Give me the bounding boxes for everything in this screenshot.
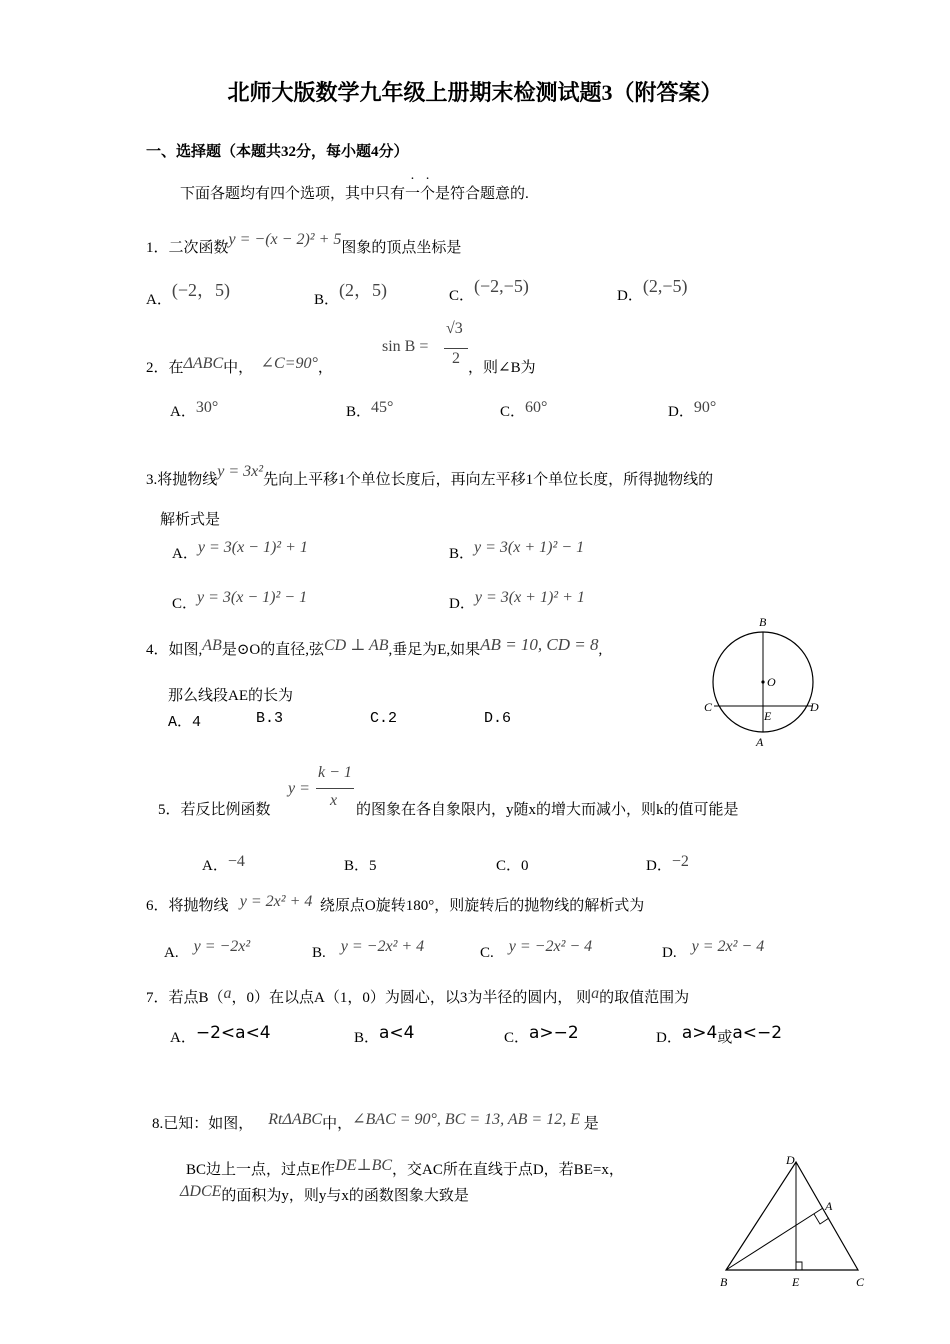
q6-option-a[interactable]: A. y = −2x² xyxy=(164,938,251,961)
question-6: 6．将抛物线 y = 2x² + 4 绕原点O旋转180°，则旋转后的抛物线的解析式为 xyxy=(146,893,645,914)
label-c: C xyxy=(856,1275,865,1289)
q5-tail: 的图象在各自象限内，y随x的增大而减小，则k的值可能是 xyxy=(356,802,739,818)
q8-line2: BC边上一点，过点E作DE⊥BC，交AC所在直线于点D，若BE=x， xyxy=(186,1157,624,1178)
label-d: D xyxy=(786,1153,795,1167)
q2-option-b[interactable]: B．45° xyxy=(346,399,394,420)
question-5: 5．若反比例函数 xyxy=(158,802,271,818)
page-title: 北师大版数学九年级上册期末检测试题3（附答案） xyxy=(227,80,723,105)
q4-option-c[interactable]: C.2 xyxy=(370,710,398,727)
segment-ba xyxy=(726,1208,823,1270)
question-3: 3.将抛物线y = 3x²先向上平移1个单位长度后，再向左平移1个单位长度，所得抛物线的 xyxy=(146,463,714,488)
label-c: C xyxy=(704,700,713,714)
q2-sin-fraction: sin B = √3 2 xyxy=(382,320,472,372)
q7-option-a[interactable]: A．−2<a<4 xyxy=(170,1023,271,1046)
q4-option-a[interactable]: A．4 xyxy=(168,714,202,731)
q1-option-b[interactable]: B．(2，5) xyxy=(314,280,388,308)
q2-option-d[interactable]: D．90° xyxy=(668,399,717,420)
q2-option-c[interactable]: C．60° xyxy=(500,399,548,420)
triangle-bdc xyxy=(726,1162,858,1270)
label-a: A xyxy=(756,735,764,749)
q3-option-a[interactable]: A．y = 3(x − 1)² + 1 xyxy=(172,539,308,562)
question-4: 4．如图,AB是⊙O的直径,弦CD ⊥ AB,垂足为E,如果AB = 10, CD = 8, xyxy=(146,635,603,658)
question-7: 7．若点B（a，0）在以点A（1，0）为圆心，以3为半径的圆内， 则a的取值范围为 xyxy=(146,985,690,1006)
right-angle-e xyxy=(796,1262,802,1270)
label-o: O xyxy=(767,675,776,689)
q4-option-d[interactable]: D.6 xyxy=(484,710,512,727)
fraction-bar xyxy=(444,348,468,349)
q8-line3: ΔDCE的面积为y，则y与x的函数图象大致是 xyxy=(180,1183,469,1204)
q5-option-a[interactable]: A．−4 xyxy=(202,853,245,874)
q5-option-d[interactable]: D．−2 xyxy=(646,853,689,874)
triangle-figure xyxy=(714,1148,874,1290)
question-2: 2．在ΔABC中， ∠C=90°， xyxy=(146,355,333,376)
q2-option-a[interactable]: A．30° xyxy=(170,399,219,420)
circle-figure xyxy=(700,612,830,752)
q1-option-c[interactable]: C．(−2,−5) xyxy=(449,276,529,304)
q7-option-b[interactable]: B．a<4 xyxy=(354,1023,415,1046)
label-e: E xyxy=(764,709,772,723)
q3-option-b[interactable]: B．y = 3(x + 1)² − 1 xyxy=(449,539,585,562)
q6-option-c[interactable]: C. y = −2x² − 4 xyxy=(480,938,593,961)
question-1: 1．二次函数y = −(x − 2)² + 5图象的顶点坐标是 xyxy=(146,231,462,256)
fraction-bar xyxy=(316,788,354,789)
q5-fraction: y = k − 1 x xyxy=(288,764,358,814)
label-b: B xyxy=(720,1275,728,1289)
q2-tail: ，则∠B为 xyxy=(468,360,536,376)
q3-option-d[interactable]: D．y = 3(x + 1)² + 1 xyxy=(449,589,585,612)
center-point xyxy=(761,680,764,683)
label-e: E xyxy=(792,1275,800,1289)
q6-option-b[interactable]: B. y = −2x² + 4 xyxy=(312,938,425,961)
q3-option-c[interactable]: C．y = 3(x − 1)² − 1 xyxy=(172,589,308,612)
q1-option-a[interactable]: A．(−2，5) xyxy=(146,280,230,308)
question-8: 8.已知：如图， RtΔABC中，∠BAC = 90°, BC = 13, AB = 12, E 是 xyxy=(152,1111,599,1132)
section-instruction: 下面各题均有四个选项，其中只有一个是符合题意的. xyxy=(180,186,529,202)
q1-option-d[interactable]: D．(2,−5) xyxy=(617,276,688,304)
q7-option-c[interactable]: C．a>−2 xyxy=(504,1023,579,1046)
label-a: A xyxy=(825,1199,833,1213)
q6-option-d[interactable]: D. y = 2x² − 4 xyxy=(662,938,765,961)
section-heading: 一、选择题（本题共32分，每小题4分） xyxy=(146,144,409,160)
q7-option-d[interactable]: D．a>4或a<−2 xyxy=(656,1023,783,1046)
label-d: D xyxy=(810,700,819,714)
q4-line2: 那么线段AE的长为 xyxy=(168,688,293,704)
q5-option-b[interactable]: B．5 xyxy=(344,858,377,874)
q3-line2: 解析式是 xyxy=(160,512,221,528)
q4-option-b[interactable]: B.3 xyxy=(256,710,284,727)
q5-option-c[interactable]: C．0 xyxy=(496,858,529,874)
label-b: B xyxy=(759,615,767,629)
